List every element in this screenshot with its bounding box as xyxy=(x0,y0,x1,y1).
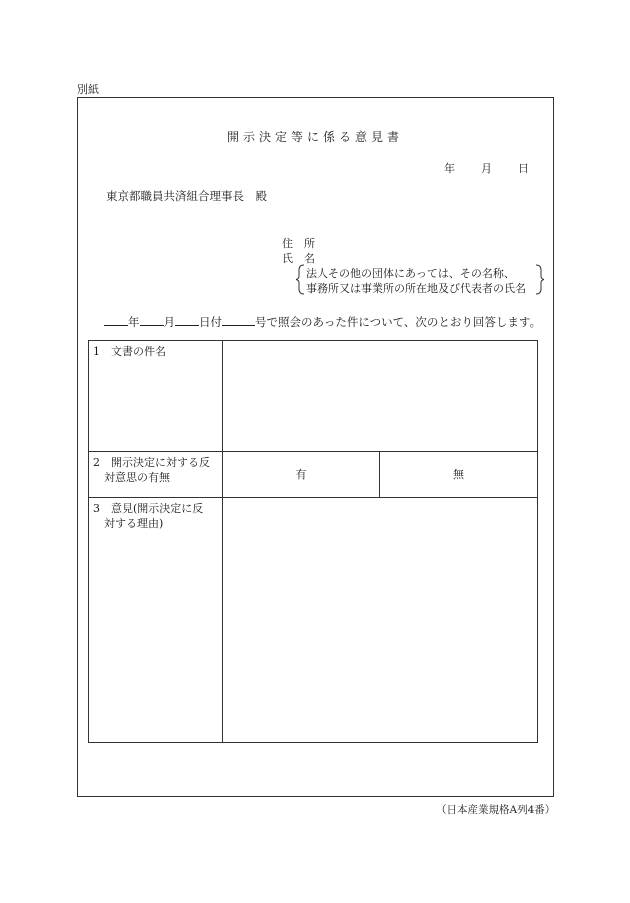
option-no-cell[interactable]: 無 xyxy=(380,452,538,498)
option-yes-cell[interactable]: 有 xyxy=(223,452,380,498)
address-label-b: 所 xyxy=(304,237,315,250)
address-label-a: 住 xyxy=(282,237,293,250)
ref-month-blank xyxy=(140,312,164,326)
name-note-line2: 事務所又は事業所の所在地及び代表者の氏名 xyxy=(306,282,526,295)
ref-day-blank xyxy=(175,312,199,326)
ref-suffix: 号で照会のあった件について、次のとおり回答します。 xyxy=(255,315,542,329)
date-year: 年 xyxy=(444,162,455,175)
address-label xyxy=(282,235,315,251)
paper-size-note: （日本産業規格A列4番） xyxy=(436,804,556,816)
row2-label xyxy=(89,452,223,498)
name-label-b: 名 xyxy=(304,252,315,265)
reference-line xyxy=(104,312,541,330)
name-label-a: 氏 xyxy=(282,252,293,265)
row2-label-line2: 対意思の有無 xyxy=(93,471,170,484)
opinion-cell[interactable] xyxy=(223,498,538,743)
row3-label-line2: 対する理由) xyxy=(93,517,164,530)
name-note-line1: 法人その他の団体にあっては、その名称、 xyxy=(306,267,515,280)
addressee: 東京都職員共済組合理事長 殿 xyxy=(106,189,267,203)
ref-day: 日付 xyxy=(199,315,222,329)
date-month: 月 xyxy=(481,162,492,175)
row1-label: 1 文書の件名 xyxy=(89,341,223,452)
form-title: 開示決定等に係る意見書 xyxy=(226,130,403,144)
table-row-objection xyxy=(89,452,538,498)
table-row-document xyxy=(89,341,538,452)
ref-year-blank xyxy=(104,312,128,326)
ref-number-blank xyxy=(222,312,255,326)
row3-label xyxy=(89,498,223,743)
date-day: 日 xyxy=(518,162,529,175)
row3-label-line1: 3 意見(開示決定に反 xyxy=(93,502,204,515)
sheet-label: 別紙 xyxy=(77,83,99,96)
ref-year: 年 xyxy=(128,315,140,329)
ref-month: 月 xyxy=(163,315,175,329)
table-row-opinion xyxy=(89,498,538,743)
date-line xyxy=(444,160,529,176)
opinion-table xyxy=(88,340,538,743)
row2-label-line1: 2 開示決定に対する反 xyxy=(93,456,210,469)
document-name-cell[interactable] xyxy=(223,341,538,452)
